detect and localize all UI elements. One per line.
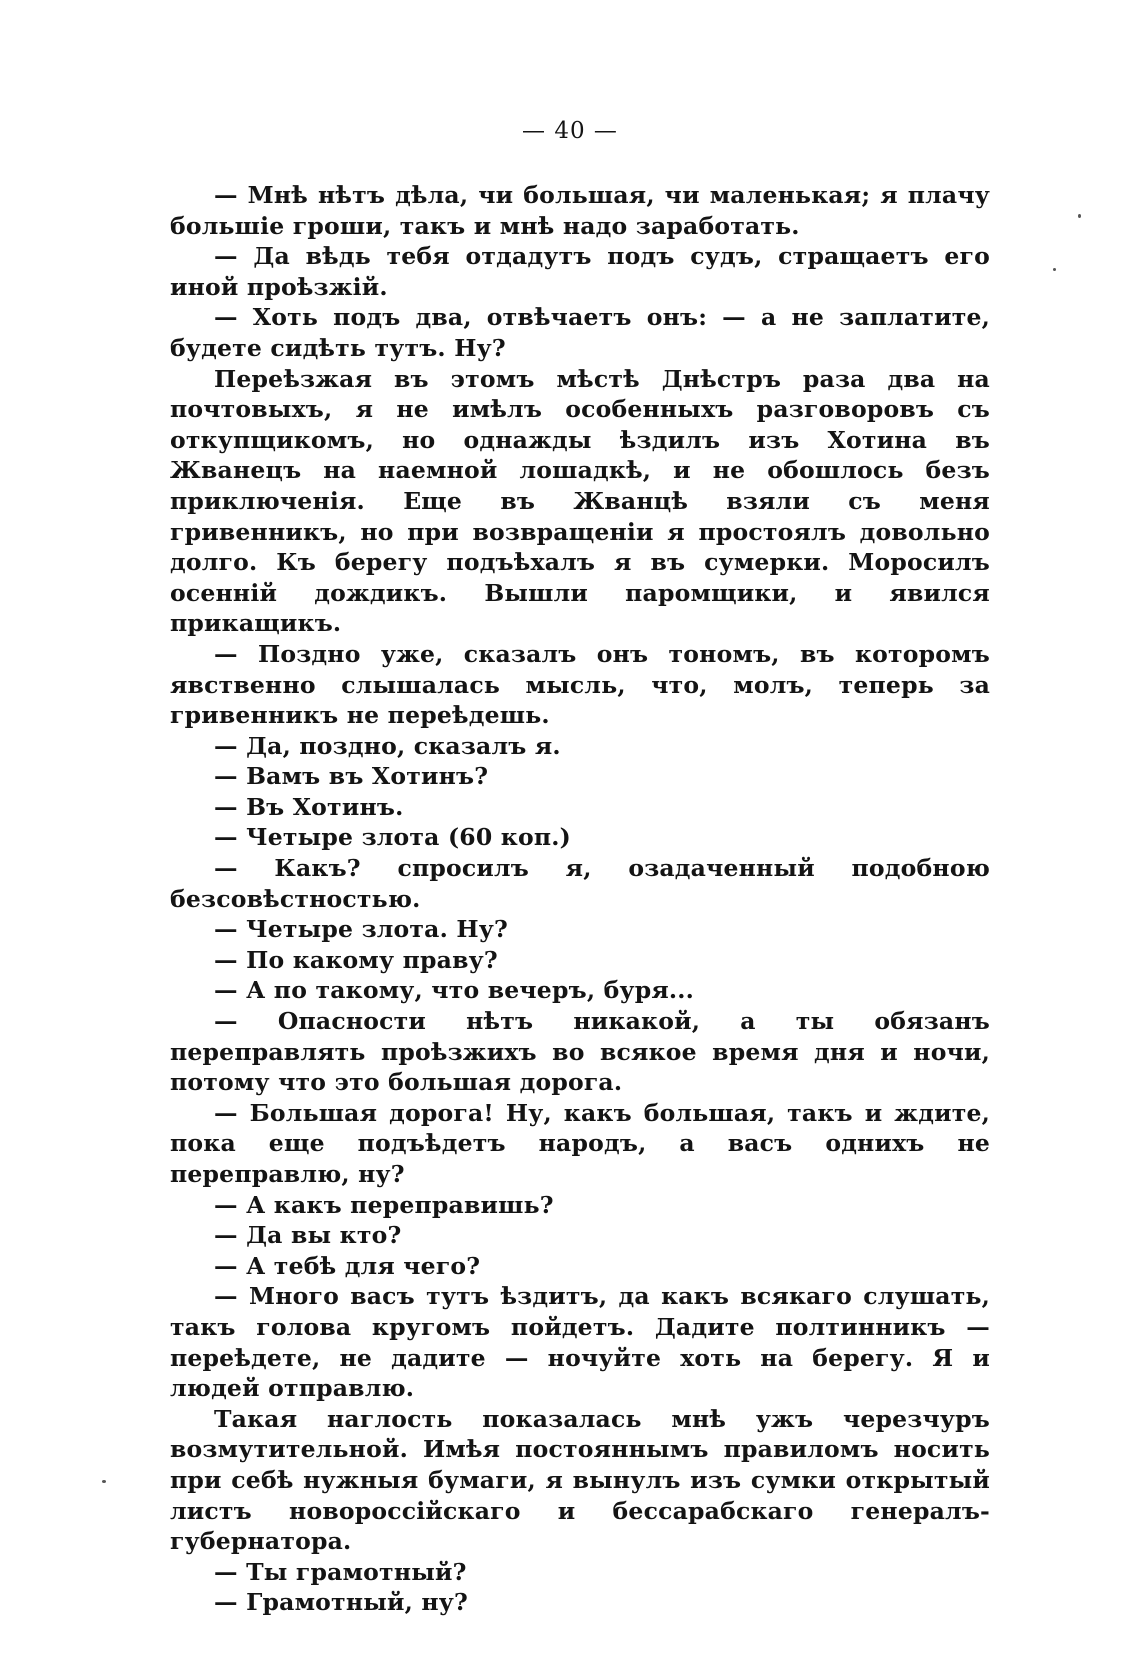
scan-speck: [1053, 268, 1056, 271]
paragraph: — Хоть подъ два, отвѣчаетъ онъ: — а не заплатите, будете сидѣть тутъ. Ну?: [170, 303, 990, 362]
paragraph: — По какому праву?: [214, 945, 498, 974]
paragraph: Такая наглость показалась мнѣ ужъ черезчуръ возмутительной. Имѣя постояннымъ правиломъ носить при себѣ нужныя бумаги, я вынулъ изъ сумки открытый листъ новороссійскаго и бессарабскаго генералъ-губернатора.: [170, 1404, 990, 1556]
paragraph: — Четыре злота (60 коп.): [214, 823, 571, 852]
paragraph: Переѣзжая въ этомъ мѣстѣ Днѣстръ раза два на почтовыхъ, я не имѣлъ особенныхъ разговоровъ съ откупщикомъ, но однажды ѣздилъ изъ Хотина въ Жванецъ на наемной лошадкѣ, и не обошлось безъ приключенія. Еще въ Жванцѣ взяли съ меня гривенникъ, но при возвращеніи я простоялъ довольно долго. Къ берегу подъѣхалъ я въ сумерки. Моросилъ осенній дождикъ. Вышли паромщики, и явился прикащикъ.: [170, 364, 990, 638]
paragraph: — Да вѣдь тебя отдадутъ подъ судъ, стращаетъ его иной проѣзжій.: [170, 242, 990, 301]
paragraph: — Большая дорога! Ну, какъ большая, такъ и ждите, пока еще подъѣдетъ народъ, а васъ однихъ не переправлю, ну?: [170, 1098, 990, 1188]
paragraph: — А по такому, что вечеръ, буря...: [214, 976, 695, 1005]
scan-speck: [102, 1480, 106, 1483]
paragraph: — Какъ? спросилъ я, озадаченный подобною безсовѣстностью.: [170, 854, 990, 913]
paragraph: — Вамъ въ Хотинъ?: [214, 762, 489, 791]
body-text: [170, 180, 990, 1618]
scan-speck: [1078, 214, 1081, 218]
paragraph: — Опасности нѣтъ никакой, а ты обязанъ переправлять проѣзжихъ во всякое время дня и ночи, потому что это большая дорога.: [170, 1007, 990, 1097]
paragraph: — А какъ переправишь?: [214, 1190, 554, 1219]
paragraph: — Въ Хотинъ.: [214, 792, 404, 821]
paragraph: — Мнѣ нѣтъ дѣла, чи большая, чи маленькая; я плачу большіе гроши, такъ и мнѣ надо заработать.: [170, 181, 990, 240]
paragraph: — А тебѣ для чего?: [214, 1251, 481, 1280]
paragraph: — Грамотный, ну?: [214, 1588, 468, 1617]
paragraph: — Поздно уже, сказалъ онъ тономъ, въ которомъ явственно слышалась мысль, что, молъ, теперь за гривенникъ не переѣдешь.: [170, 639, 990, 730]
page-number: — 40 —: [522, 118, 618, 144]
paragraph: — Да, поздно, сказалъ я.: [214, 731, 561, 760]
paragraph: — Ты грамотный?: [214, 1557, 467, 1586]
paragraph: — Четыре злота. Ну?: [214, 915, 508, 944]
paragraph: — Да вы кто?: [214, 1221, 402, 1250]
paragraph: — Много васъ тутъ ѣздитъ, да какъ всякаго слушать, такъ голова кругомъ пойдетъ. Дадите полтинникъ — переѣдете, не дадите — ночуйте хоть на берегу. Я и людей отправлю.: [170, 1282, 990, 1403]
